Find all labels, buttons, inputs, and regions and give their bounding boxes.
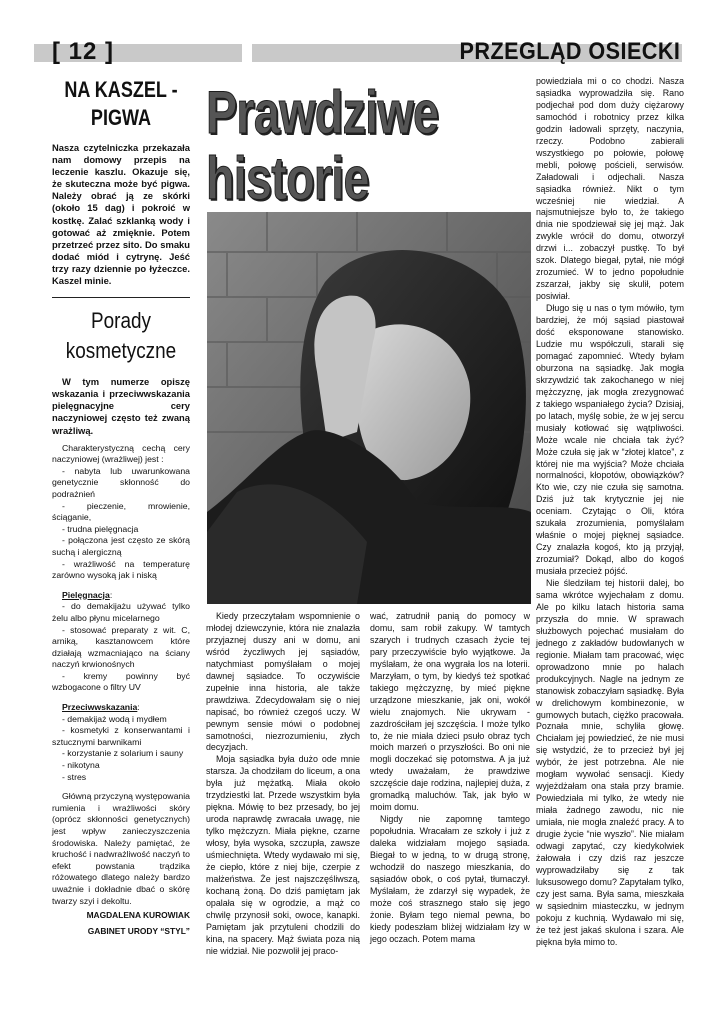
list-item: - do demakijażu używać tylko żelu albo płynu micelarnego: [52, 601, 190, 623]
recipe-title: NA KASZEL - PIGWA: [64, 77, 178, 130]
publication-title: PRZEGLĄD OSIECKI: [459, 38, 680, 65]
recipe-text: Nasza czytelniczka przekazała nam domowy przepis na leczenie kaszlu. Okazuje się, że skuteczna może być pigwa. Należy obrać ją ze skórki (około 15 dag) i pokroić w kostkę. Zalać szklanką wody i gotować aż zmięknie. Potem przetrzeć przez sito. Do smaku dodać miód i cytrynę. Jeść trzy razy dziennie po łyżeczce. Kaszel minie.: [52, 142, 190, 287]
story-column-2: [370, 611, 530, 946]
paragraph: Kiedy przeczytałam wspomnienie o młodej dziewczynie, która nie znalazła przyjaznej duszy ani w domu, ani wśród życzliwych jej sąsiadów, natychmiast pomyślałam o mojej dawnej sąsiadce. To oczywiście zupełnie inna historia, ale także prawdziwa. Zdecydowałam się o niej napisać, bo również czegoś uczy. W pewnym sensie mówi o podobnej samotności, niezrozumieniu, złych decyzjach.: [206, 611, 360, 753]
porady-closing: Główną przyczyną występowania rumienia i wrażliwości skóry (oprócz skłonności genetycznych) jest wpływ zanieczyszczenia środowiska. Należy pamiętać, że kruchość i nadwrażliwość naczyń to efekt powstania trądzika różowatego dlatego należy bardzo uważnie i dokładnie dbać o skórę twarzy szyi i dekoltu.: [52, 791, 190, 906]
paragraph: Nie śledziłam tej historii dalej, bo sama wkrótce wyjechałam z domu. Ale po kilku latach historia sama przyszła do mnie. W sprawach służbowych pojechać musiałam do jednego z zakładów budowlanych w regionie. Miałam tam pracować, więc oprowadzono mnie po halach produkcyjnych. Nagle na jednym ze stanowisk zobaczyłam sąsiadkę. Była w drelichowym kombinezonie, w gumowych butach, ciężko pracowała. Poznała mnie, schyliła głowę. Chciałam jej powiedzieć, że nie musi się wstydzić, że to przecież był jej wybór, że jest potrzebna. Ale nie mogłam wywołać sensacji. Kiedy wyjeżdżałam ona stała przy bramie. Powiedziała mi tylko, że wtedy nie miała żadnego zawodu, nic nie umiała, nie mogła znaleźć pracy. A to drugie życie “nie wyszło”. Nie miałam odwagi zapytać, czy kiedykolwiek żałowała i czy dziś raz jeszcze wyprowadziłaby się z tak luksusowego domu? Zapytałam tylko, czy jest sama. Była sama, mieszkała w sąsiednim miasteczku, w jednym pokoju z kuchnią. Wydawało mi się, że też jest jakaś skulona i szara. Ale piękna była mimo to.: [536, 578, 684, 947]
list-item: - połączona jest często ze skórą suchą i alergiczną: [52, 535, 190, 557]
author-name: MAGDALENA KUROWIAK: [86, 910, 190, 921]
page-number: [ 12 ]: [52, 38, 115, 65]
contra-heading: Przeciwwskazania: [62, 702, 138, 713]
list-item: - pieczenie, mrowienie, ściąganie,: [52, 500, 190, 523]
photo-illustration: [207, 212, 531, 604]
porady-title: Porady kosmetyczne: [65, 308, 177, 364]
contra-heading-line: Przeciwwskazania:: [62, 702, 140, 713]
column-divider: [52, 297, 190, 298]
headline-line: historie: [206, 145, 369, 212]
paragraph: Nigdy nie zapomnę tamtego popołudnia. Wracałam ze szkoły i już z daleka widziałam mojego sąsiada. Biegał to w jedną, to w drugą stronę, wchodził do naszego mieszkania, do sąsiadów obok, o coś pytał, tłumaczył. Myślałam, że zdarzył się wypadek, że może coś strasznego stało się jego żonie. Byłam tego niemal pewna, bo kiedy podeszłam bliżej widziałam łzy w jego oczach. Potem mama: [370, 814, 530, 944]
author-business: GABINET URODY “STYL”: [87, 925, 190, 936]
paragraph: Długo się u nas o tym mówiło, tym bardziej, że mój sąsiad piastował dość eksponowane stanowisko. Ludzie mu współczuli, starali się pomagać zapomnieć. Wtedy byłam oburzona na sąsiadkę. Jak mogła skrzywdzić tak zakochanego w niej mężczyznę, jak mogła zrezygnować z takiego wspaniałego życia? Dzisiaj, po latach, myślę sobie, że w jej sercu musiały kotłować się wątpliwości. Może wcale nie chciała tak żyć? Może czuła się jak w “złotej klatce”, z której nie ma wyjścia? Może chciała normalności, kłopotów, obowiązków? Kto wie, czy nie czuła się samotna. Dziś już tak krytycznie jej nie oceniam. Czytając o Oli, która szukała zrozumienia, pomyślałam właśnie o mojej pięknej sąsiadce. Czy znalazła kogoś, kto ją przyjął, zrozumiał? Dokąd, albo do kogoś musiała przecież pójść.: [536, 303, 684, 577]
list-item: - trudna pielęgnacja: [62, 523, 139, 534]
left-column: [52, 76, 190, 937]
list-item: - wrażliwość na temperaturę zarówno wysoką jak i niską: [52, 558, 190, 581]
story-headline: [206, 80, 459, 212]
porady-lead: W tym numerze opiszę wskazania i przeciwwskazania pielęgnacyjne cery naczyniowej często też zwaną wrażliwą.: [52, 376, 190, 436]
care-list: [52, 601, 190, 694]
list-item: - demakijaż wodą i mydłem: [62, 713, 167, 724]
list-item: - nikotyna: [62, 760, 100, 771]
paragraph: wać, zatrudnił panią do pomocy w domu, sam robił zakupy. W tamtych szarych i trudnych czasach życie tej pary przeczywiście było wyjątkowe. Ja myślałam, że ona wygrała los na loterii. Marzyłam, o tym, by kiedyś też spotkać takiego mężczyznę, by mieć piękne urządzone mieszkanie, jak oni, wokół wielu znajomych. Nie ukrywam - zazdrościłam jej szczęścia. I może tylko to, że nie miała dzieci psuło obraz tych moich marzeń o przyszłości. Bo oni nie mogli doczekać się potomstwa. A ja już wtedy uważałam, że prawdziwe szczęście daje rodzina, najlepiej duża, z gromadką maluchów. Tak, jak było w moim domu.: [370, 611, 530, 813]
list-item: - korzystanie z solarium i sauny: [62, 748, 184, 759]
headline-line: Prawdziwe: [206, 79, 439, 146]
list-item: - stres: [62, 771, 87, 782]
story-photo: [207, 212, 531, 604]
traits-list: [52, 466, 190, 582]
care-heading: Pielęgnacja: [62, 589, 110, 600]
list-item: - nabyta lub uwarunkowana genetycznie skłonność do podrażnień: [52, 465, 190, 499]
list-item: - kremy powinny być wzbogacone o filtry UV: [52, 670, 190, 693]
porady-intro: Charakterystyczną cechą cery naczyniowej (wrażliwej) jest :: [52, 442, 190, 465]
paragraph: Moja sąsiadka była dużo ode mnie starsza. Ja chodziłam do liceum, a ona była już mężatką. Miała około trzydziestki lat. Przede wszystkim była piękna. Mówię to bez przesady, bo jej uroda naprawdę zwracała uwagę, nie tylko mężczyzn. Miała piękne, czarne włosy, była wysoka, szczupła, zawsze uśmiechnięta. Wtedy wydawało mi się, że ciepło, które z niej bije, czerpie z małżeństwa. Że jest najszczęśliwszą, kochaną żoną. Do dziś pamiętam jak opalała się w ogrodzie, a mąż co chwilę przynosił soki, owoce, kanapki. Pamiętam jak przytuleni chodzili do kina, na spacery. Mąż świata poza nią nie widział. Nie pozwolił jej praco-: [206, 754, 360, 956]
care-heading-line: Pielęgnacja:: [62, 589, 113, 600]
list-item: - kosmetyki z konserwantami i sztucznymi barwnikami: [52, 725, 190, 747]
story-column-3: [536, 76, 684, 949]
contra-list: [52, 714, 190, 784]
story-column-1: [206, 611, 360, 958]
paragraph: powiedziała mi o co chodzi. Nasza sąsiadka wyprowadziła się. Rano podjechał pod dom duży ciężarowy samochód i robotnicy przez kilka godzin ładowali sprzęty, naczynia, rzeczy. Podobno zabierali wszystkiego po połowie, połowę mebli, połowę pościeli, serwisów. Załadowali i odjechali. Nasza sąsiadka również. Nikt o tym wcześniej nie wiedział. A najsmutniejsze było to, że takiego dnia nie spodziewał się jej mąż. Jak zwykle wrócił do domu, otworzył drzwi i... zobaczył pustkę. To był szok. Dlatego biegał, pytał, nie mógł zrozumieć. W to jedno popołudnie zszarzał, jakby się skulił, potem posiwiał.: [536, 76, 684, 302]
list-item: - stosować preparaty z wit. C, arniką, kasztanowcem które działają wzmacniająco na ściany naczyń krwionośnych: [52, 624, 190, 670]
